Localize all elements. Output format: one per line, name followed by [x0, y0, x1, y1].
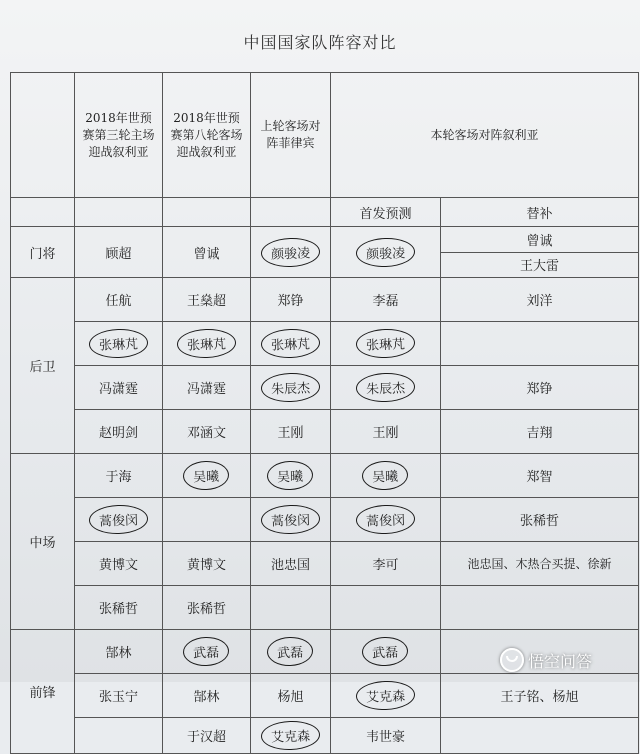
table-cell: 张稀哲 [75, 586, 163, 630]
circled-name: 张琳芃 [88, 328, 148, 359]
table-cell [251, 630, 331, 674]
header-col2: 2018年世预赛第八轮客场迎战叙利亚 [163, 73, 251, 198]
table-row [11, 322, 639, 366]
table-cell: 于汉超 [163, 718, 251, 754]
table-cell [251, 498, 331, 542]
circled-name: 艾克森 [260, 720, 320, 751]
subheader-start: 首发预测 [331, 198, 441, 227]
table-cell: 冯潇霆 [163, 366, 251, 410]
circled-name: 张琳芃 [260, 328, 320, 359]
table-cell: 杨旭 [251, 674, 331, 718]
table-cell [163, 322, 251, 366]
table-row [11, 718, 639, 754]
table-cell [441, 586, 639, 630]
circled-name: 蒿俊闵 [355, 504, 415, 535]
table-cell [331, 586, 441, 630]
circled-name: 蒿俊闵 [260, 504, 320, 535]
circled-name: 武磊 [267, 636, 314, 667]
circled-name: 朱辰杰 [260, 372, 320, 403]
circled-name: 武磊 [362, 636, 409, 667]
circled-name: 吴曦 [362, 460, 409, 491]
table-cell [75, 498, 163, 542]
table-cell: 郑铮 [441, 366, 639, 410]
table-cell: 刘洋 [441, 278, 639, 322]
table-cell [331, 366, 441, 410]
table-cell: 曾诚 [163, 227, 251, 278]
table-row [11, 410, 639, 454]
watermark: 悟空问答 [500, 648, 592, 672]
table-cell [163, 454, 251, 498]
table-cell: 张玉宁 [75, 674, 163, 718]
circled-name: 朱辰杰 [355, 372, 415, 403]
table-cell [251, 366, 331, 410]
table-cell: 池忠国、木热合买提、徐新 [441, 542, 639, 586]
table-cell: 韦世豪 [331, 718, 441, 754]
circled-name: 吴曦 [267, 460, 314, 491]
section-def: 后卫 [11, 278, 75, 454]
table-cell [75, 718, 163, 754]
table-cell: 邓涵文 [163, 410, 251, 454]
table-row [11, 278, 639, 322]
table-row [11, 227, 639, 278]
table-cell [163, 198, 251, 227]
header-empty [11, 73, 75, 198]
header-col1: 2018年世预赛第三轮主场迎战叙利亚 [75, 73, 163, 198]
table-row [11, 674, 639, 718]
table-row [11, 366, 639, 410]
circled-name: 颜骏凌 [260, 236, 320, 267]
table-cell: 郑智 [441, 454, 639, 498]
table-cell: 郜林 [163, 674, 251, 718]
table-cell [441, 718, 639, 754]
table-row [11, 454, 639, 498]
table-cell [251, 198, 331, 227]
table-cell: 赵明剑 [75, 410, 163, 454]
table-cell: 黄博文 [75, 542, 163, 586]
table-cell: 黄博文 [163, 542, 251, 586]
table-cell: 李磊 [331, 278, 441, 322]
circled-name: 颜骏凌 [355, 236, 415, 267]
table-cell: 任航 [75, 278, 163, 322]
header-row [11, 73, 639, 198]
table-cell: 吉翔 [441, 410, 639, 454]
circled-name: 张琳芃 [176, 328, 236, 359]
table-cell: 王燊超 [163, 278, 251, 322]
circled-name: 武磊 [183, 636, 230, 667]
table-cell: 李可 [331, 542, 441, 586]
table-cell: 王刚 [251, 410, 331, 454]
table-cell [331, 322, 441, 366]
table-row [11, 498, 639, 542]
section-gk: 门将 [11, 227, 75, 278]
table-cell [163, 498, 251, 542]
circled-name: 张琳芃 [355, 328, 415, 359]
table-cell [75, 322, 163, 366]
circled-name: 吴曦 [183, 460, 230, 491]
table-cell [251, 227, 331, 278]
table-row [11, 542, 639, 586]
table-cell: 王刚 [331, 410, 441, 454]
circled-name: 蒿俊闵 [88, 504, 148, 535]
table-cell [441, 322, 639, 366]
page-title: 中国国家队阵容对比 [243, 33, 397, 52]
table-cell: 张稀哲 [441, 498, 639, 542]
subheader-sub: 替补 [441, 198, 639, 227]
table-cell: 郑铮 [251, 278, 331, 322]
table-cell [251, 586, 331, 630]
table-cell: 张稀哲 [163, 586, 251, 630]
table-cell [331, 498, 441, 542]
wukong-logo-icon [500, 648, 524, 672]
table-row [11, 586, 639, 630]
header-col4: 本轮客场对阵叙利亚 [331, 73, 639, 198]
table-cell [163, 630, 251, 674]
table-cell [331, 674, 441, 718]
table-cell [75, 198, 163, 227]
table-cell [331, 630, 441, 674]
table-cell: 曾诚 王大雷 [441, 227, 639, 278]
table-cell: 冯潇霆 [75, 366, 163, 410]
table-cell: 池忠国 [251, 542, 331, 586]
circled-name: 艾克森 [355, 680, 415, 711]
table-cell [251, 454, 331, 498]
table-cell: 王子铭、杨旭 [441, 674, 639, 718]
table-cell [331, 454, 441, 498]
section-mid: 中场 [11, 454, 75, 630]
table-cell: 于海 [75, 454, 163, 498]
header-col3: 上轮客场对阵菲律宾 [251, 73, 331, 198]
subheader-row [11, 198, 639, 227]
table-cell: 郜林 [75, 630, 163, 674]
table-cell [11, 198, 75, 227]
table-cell [251, 718, 331, 754]
table-cell [331, 227, 441, 278]
table-cell [251, 322, 331, 366]
table-cell: 顾超 [75, 227, 163, 278]
section-fwd: 前锋 [11, 630, 75, 754]
